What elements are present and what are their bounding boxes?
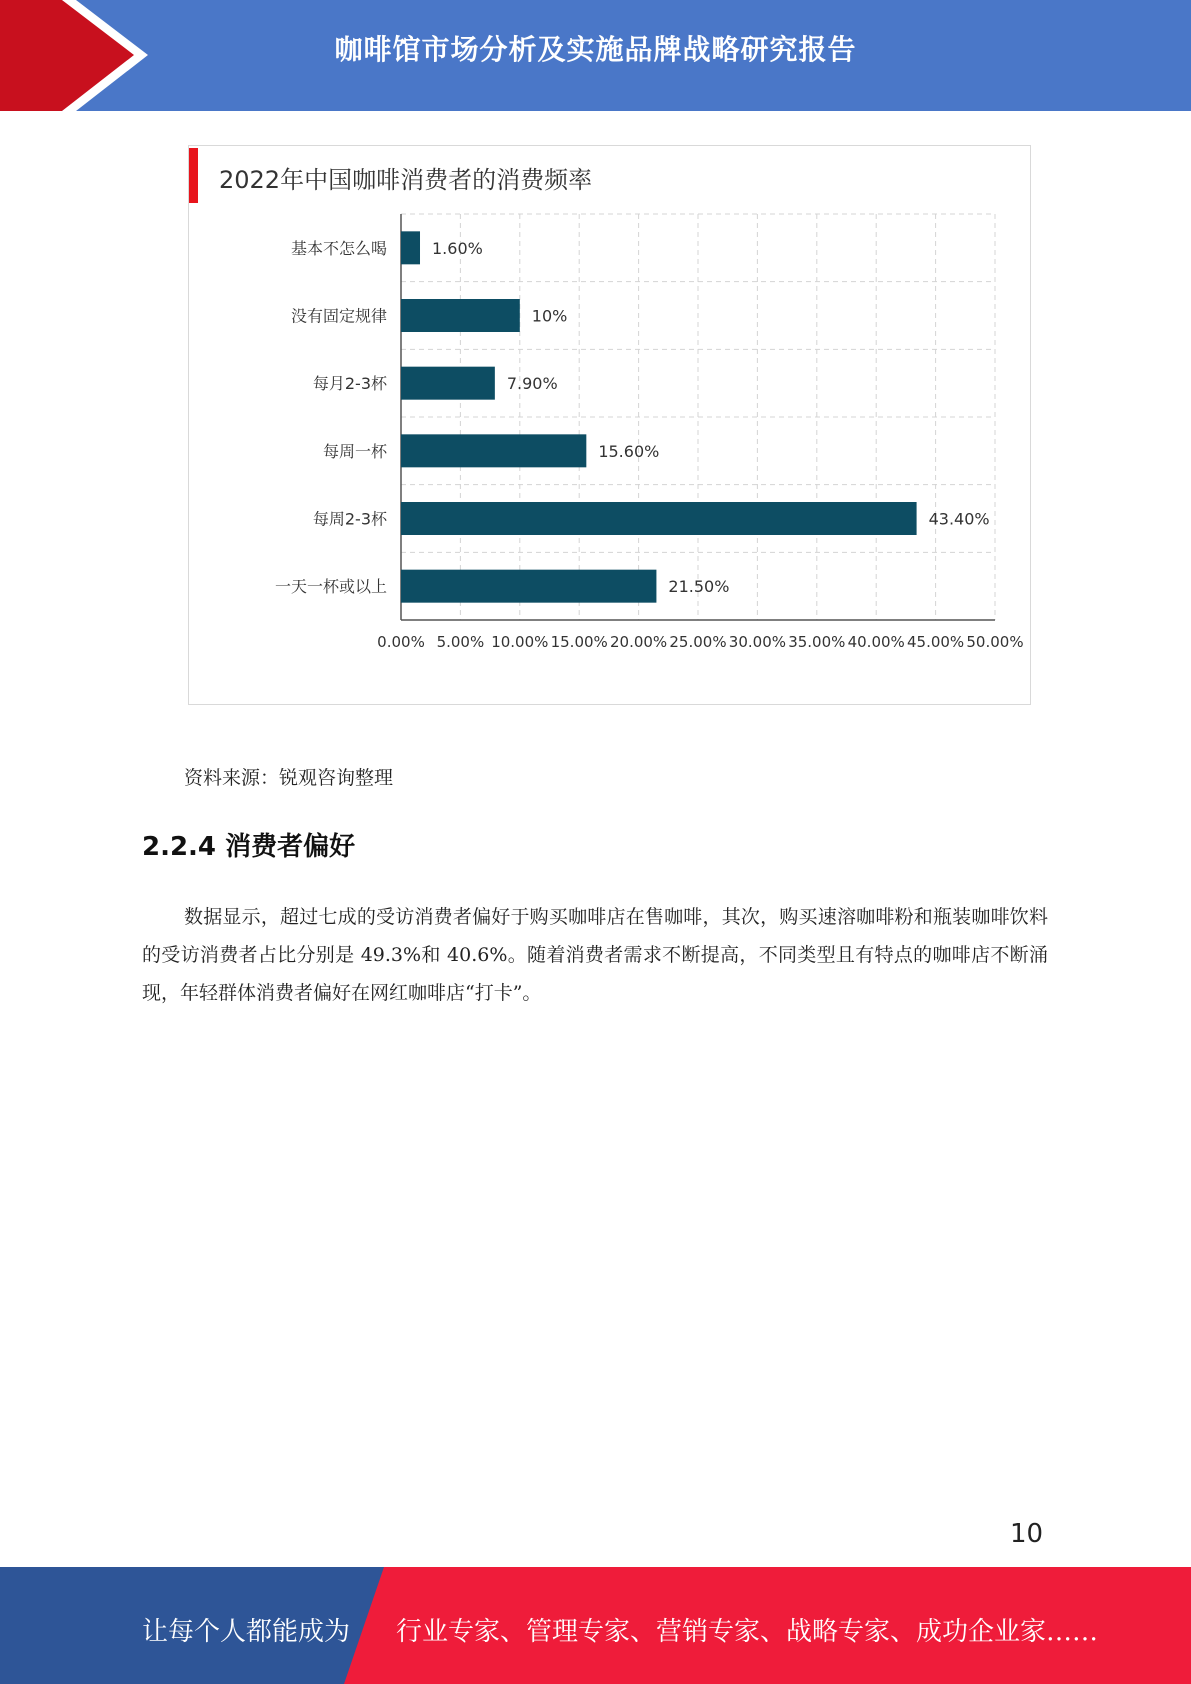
page-number: 10 (1010, 1519, 1044, 1549)
x-tick-label: 50.00% (966, 633, 1024, 651)
data-label: 21.50% (668, 577, 730, 597)
data-label: 7.90% (506, 374, 558, 394)
bar (401, 570, 656, 603)
page-footer (0, 1567, 1191, 1684)
page-header (0, 0, 1191, 111)
data-label: 43.40% (928, 509, 990, 529)
x-tick-label: 0.00% (377, 633, 425, 651)
data-label: 10% (531, 306, 568, 326)
data-label: 1.60% (432, 238, 483, 258)
report-title: 咖啡馆市场分析及实施品牌战略研究报告 (334, 33, 857, 66)
bar (401, 434, 586, 467)
bar (401, 367, 495, 400)
x-tick-label: 25.00% (669, 633, 727, 651)
source-note: 资料来源：锐观咨询整理 (184, 767, 394, 789)
category-label: 每周2-3杯 (312, 509, 387, 529)
x-tick-label: 40.00% (847, 633, 905, 651)
body-paragraph: 数据显示，超过七成的受访消费者偏好于购买咖啡店在售咖啡，其次，购买速溶咖啡粉和瓶装咖啡饮料的受访消费者占比分别是 49.3%和 40.6%。随着消费者需求不断提高，不同类型且有特点的咖啡店不断涌现，年轻群体消费者偏好在网红咖啡店“打卡”。 (142, 906, 1048, 1004)
category-label: 基本不怎么喝 (290, 238, 387, 258)
x-tick-label: 35.00% (788, 633, 846, 651)
category-label: 没有固定规律 (290, 306, 387, 326)
x-tick-label: 5.00% (436, 633, 485, 651)
x-tick-label: 45.00% (906, 633, 965, 651)
footer-slogan-left: 让每个人都能成为 (142, 1617, 351, 1647)
x-tick-label: 15.00% (550, 633, 608, 651)
x-tick-label: 10.00% (491, 633, 549, 651)
category-label: 每周一杯 (322, 441, 387, 461)
bar (401, 231, 420, 264)
x-tick-label: 30.00% (728, 633, 787, 651)
footer-slogan-right: 行业专家、管理专家、营销专家、战略专家、成功企业家…… (396, 1617, 1099, 1647)
frequency-bar-chart (189, 146, 1030, 704)
bar (401, 299, 520, 332)
chart-title: 2022年中国咖啡消费者的消费频率 (219, 166, 593, 194)
data-label: 15.60% (598, 441, 660, 461)
category-label: 一天一杯或以上 (274, 577, 387, 597)
category-label: 每月2-3杯 (312, 374, 387, 394)
chart-card (188, 145, 1031, 705)
bar (401, 502, 917, 535)
section-heading: 2.2.4 消费者偏好 (142, 832, 356, 862)
x-tick-label: 20.00% (609, 633, 668, 651)
